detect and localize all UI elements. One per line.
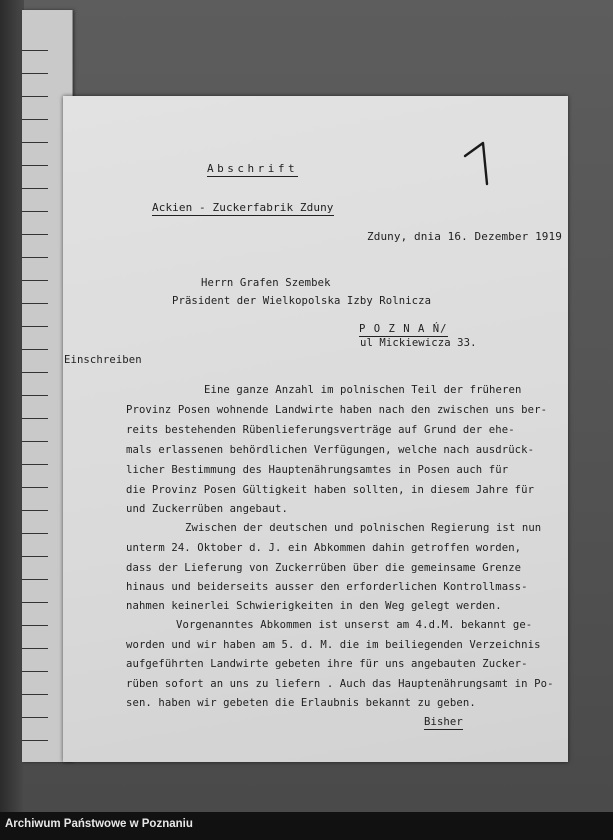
heading-abschrift: Abschrift xyxy=(207,162,299,175)
margin-tick xyxy=(22,280,48,281)
margin-tick xyxy=(22,556,48,557)
body-line: unterm 24. Oktober d. J. ein Abkommen dahin getroffen worden, xyxy=(126,542,522,554)
addressee-city: P O Z N A Ń/ xyxy=(359,323,448,335)
body-line: Zwischen der deutschen und polnischen Regierung ist nun xyxy=(185,522,542,534)
margin-tick xyxy=(22,211,48,212)
margin-tick xyxy=(22,119,48,120)
body-line: rüben sofort an uns zu liefern . Auch das Hauptenährungsamt in Po- xyxy=(126,678,554,690)
body-line: licher Bestimmung des Hauptenährungsamtes in Posen auch für xyxy=(126,464,509,476)
margin-tick xyxy=(22,73,48,74)
margin-tick xyxy=(22,602,48,603)
margin-tick xyxy=(22,234,48,235)
margin-tick xyxy=(22,96,48,97)
body-line: Eine ganze Anzahl im polnischen Teil der früheren xyxy=(204,384,522,396)
delivery-note: Einschreiben xyxy=(64,354,142,366)
margin-tick xyxy=(22,326,48,327)
place-date: Zduny, dnia 16. Dezember 1919 xyxy=(367,230,562,243)
body-line: mals erlassenen behördlichen Verfügungen, welche nach ausdrück- xyxy=(126,444,535,456)
margin-tick xyxy=(22,648,48,649)
body-line: nahmen keinerlei Schwierigkeiten in den Weg gelegt werden. xyxy=(126,600,502,612)
margin-tick xyxy=(22,533,48,534)
margin-tick xyxy=(22,257,48,258)
margin-tick xyxy=(22,142,48,143)
body-line: die Provinz Posen Gültigkeit haben sollten, in diesem Jahre für xyxy=(126,484,535,496)
margin-tick xyxy=(22,303,48,304)
body-line: sen. haben wir gebeten die Erlaubnis bekannt zu geben. xyxy=(126,697,476,709)
body-line: Vorgenanntes Abkommen ist unserst am 4.d.M. bekannt ge- xyxy=(176,619,533,631)
body-line: Provinz Posen wohnende Landwirte haben nach den zwischen uns ber- xyxy=(126,404,548,416)
body-line: reits bestehenden Rübenlieferungsverträge auf Grund der ehe- xyxy=(126,424,515,436)
margin-tick xyxy=(22,510,48,511)
margin-tick xyxy=(22,671,48,672)
handwritten-page-number xyxy=(459,140,495,186)
addressee-street: ul Mickiewicza 33. xyxy=(360,337,477,349)
margin-tick xyxy=(22,625,48,626)
margin-tick xyxy=(22,740,48,741)
margin-tick xyxy=(22,418,48,419)
margin-tick xyxy=(22,717,48,718)
margin-tick xyxy=(22,694,48,695)
margin-tick xyxy=(22,464,48,465)
body-line: dass der Lieferung von Zuckerrüben über die gemeinsame Grenze xyxy=(126,562,522,574)
addressee-line1: Herrn Grafen Szembek xyxy=(201,277,331,289)
body-line: worden und wir haben am 5. d. M. die im beiliegenden Verzeichnis xyxy=(126,639,541,651)
margin-tick xyxy=(22,165,48,166)
archive-label: Archiwum Państwowe w Poznaniu xyxy=(5,818,193,830)
margin-tick xyxy=(22,579,48,580)
body-line: aufgeführten Landwirte gebeten ihre für uns angebauten Zucker- xyxy=(126,658,528,670)
continuation-word: Bisher xyxy=(424,716,463,728)
addressee-line2: Präsident der Wielkopolska Izby Rolnicza xyxy=(172,295,432,307)
margin-tick xyxy=(22,50,48,51)
binder-edge xyxy=(0,0,24,812)
body-line: hinaus und beiderseits ausser den erforderlichen Kontrollmass- xyxy=(126,581,528,593)
margin-tick xyxy=(22,487,48,488)
margin-tick xyxy=(22,395,48,396)
company-name: Ackien - Zuckerfabrik Zduny xyxy=(152,201,334,214)
margin-tick xyxy=(22,349,48,350)
margin-tick xyxy=(22,188,48,189)
margin-tick xyxy=(22,372,48,373)
body-line: und Zuckerrüben angebaut. xyxy=(126,503,288,515)
margin-tick xyxy=(22,441,48,442)
